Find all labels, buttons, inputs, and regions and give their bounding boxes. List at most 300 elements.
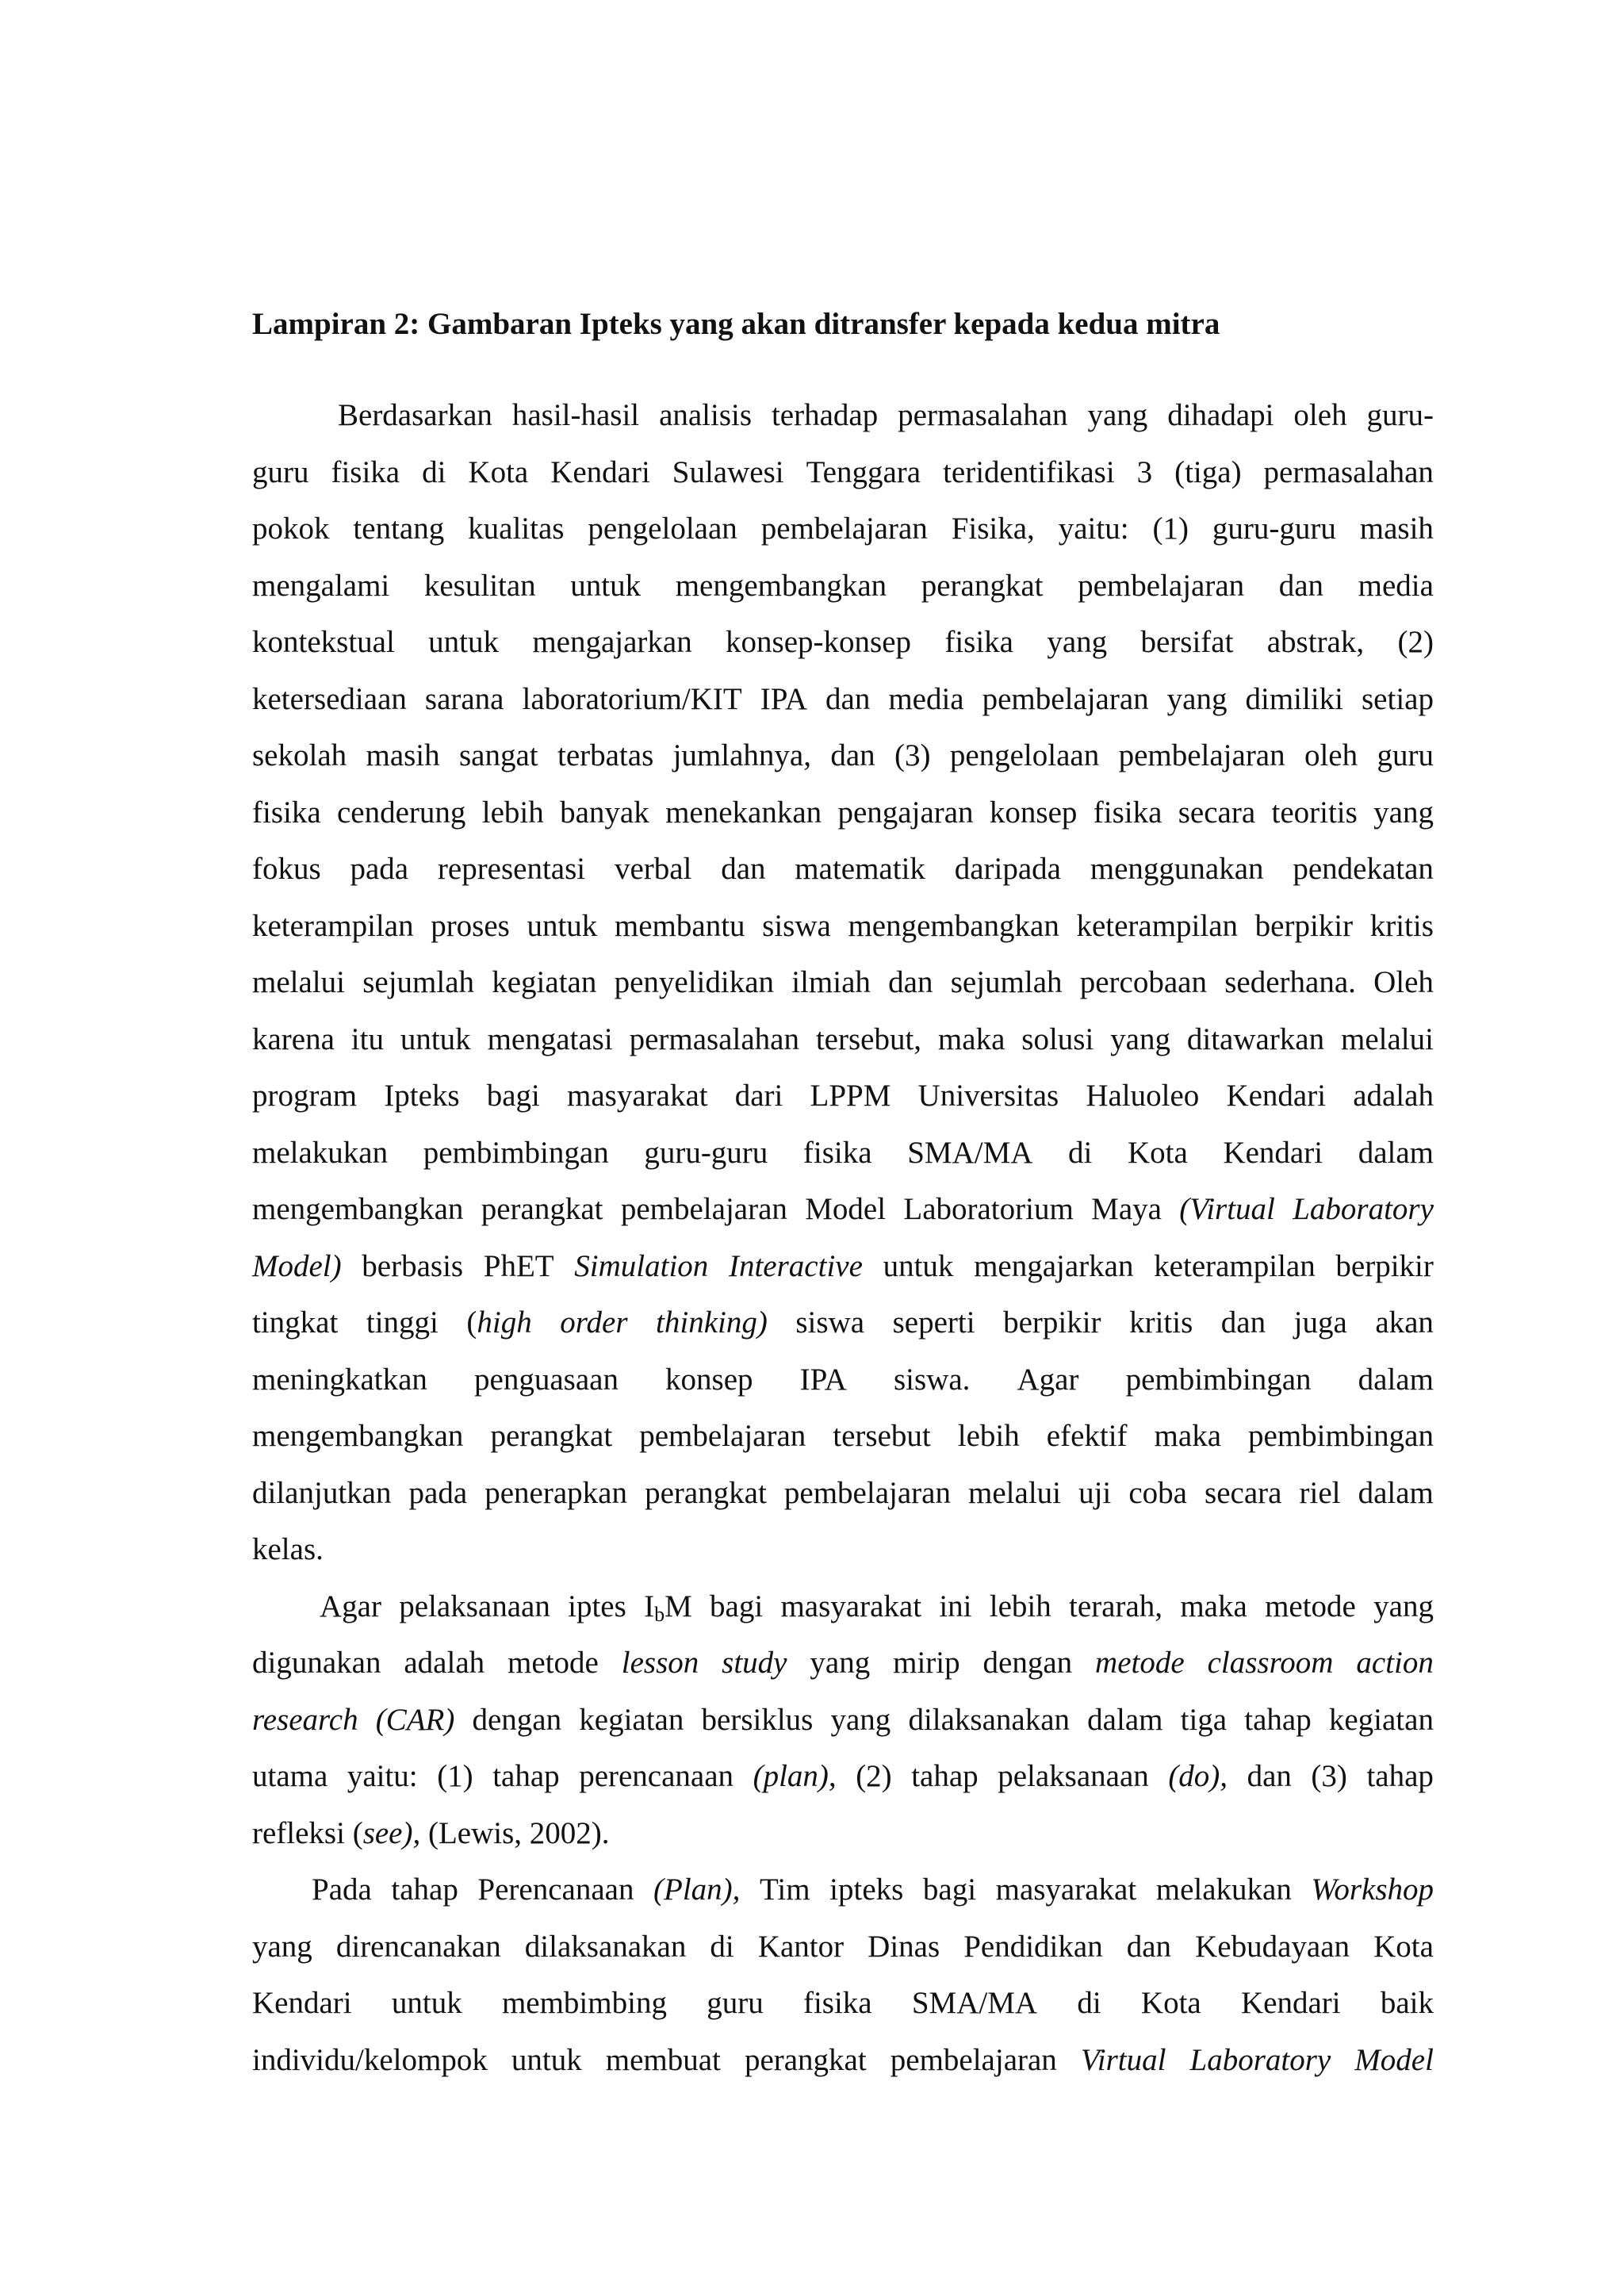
- word: Kendari: [1240, 1986, 1341, 2020]
- word: Simulation: [574, 1248, 709, 1283]
- word: kritis: [1369, 908, 1434, 943]
- word: perangkat: [744, 2042, 867, 2077]
- text-line: [252, 1408, 1434, 1465]
- word: bagi: [486, 1079, 540, 1113]
- word: Ipteks: [384, 1079, 460, 1113]
- word: (2): [856, 1759, 892, 1793]
- word: secara: [1178, 795, 1256, 830]
- word: yang: [1373, 1589, 1434, 1623]
- word: Kendari: [1223, 1135, 1323, 1170]
- word: abstrak,: [1266, 625, 1365, 659]
- word: iptes: [568, 1589, 626, 1623]
- word: individu/kelompok: [252, 2042, 488, 2077]
- word: verbal: [614, 852, 692, 886]
- text-line: [252, 1748, 1434, 1805]
- word: tentang: [353, 512, 445, 546]
- word: secara: [1205, 1475, 1282, 1510]
- word: Kota: [1140, 1986, 1201, 2020]
- word: oleh: [1293, 398, 1347, 432]
- word: yang: [1087, 398, 1148, 432]
- word: tahap: [1244, 1702, 1312, 1737]
- word: membimbing: [501, 1986, 667, 2020]
- word: itu: [350, 1022, 384, 1056]
- word: tersebut,: [815, 1022, 922, 1056]
- text-line: [252, 1692, 1434, 1749]
- word: teridentifikasi: [943, 454, 1115, 489]
- word: sekolah: [252, 738, 347, 772]
- text-line: [252, 1294, 1434, 1351]
- word: 3: [1136, 454, 1153, 489]
- word: ilmiah: [791, 965, 871, 999]
- paragraph: [252, 1861, 1434, 2088]
- word: metode: [508, 1646, 599, 1680]
- word: pembimbingan: [1125, 1362, 1312, 1397]
- word: tahap: [492, 1759, 560, 1793]
- word: yang: [830, 1702, 891, 1737]
- word: efektif: [1046, 1419, 1128, 1453]
- word: kontekstual: [252, 625, 395, 659]
- word: Model): [252, 1248, 342, 1283]
- word: lebih: [957, 1419, 1020, 1453]
- word: masyarakat: [567, 1079, 708, 1113]
- word: $I_bM$: [644, 1589, 692, 1626]
- word: siswa: [762, 908, 831, 943]
- text-line: [252, 841, 1434, 898]
- word: di: [1068, 1135, 1093, 1170]
- word: (CAR): [375, 1702, 455, 1737]
- word: dalam: [1358, 1475, 1434, 1510]
- text-run: (Lewis, 2002).: [420, 1815, 610, 1850]
- word: melalui: [252, 965, 345, 999]
- word: siswa: [795, 1305, 865, 1340]
- word: dan: [1220, 1305, 1266, 1340]
- word: masih: [366, 738, 440, 772]
- word: pembelajaran: [982, 681, 1149, 716]
- word: yaitu:: [347, 1759, 418, 1793]
- word: direncanakan: [335, 1929, 501, 1964]
- word: representasi: [437, 852, 586, 886]
- word: pembelajaran: [639, 1419, 806, 1453]
- word: juga: [1293, 1305, 1347, 1340]
- word: maka: [1154, 1419, 1222, 1453]
- word: melakukan: [252, 1135, 389, 1170]
- word: (high: [466, 1305, 532, 1340]
- word: yaitu:: [1058, 512, 1129, 546]
- word: pada: [350, 852, 409, 886]
- word: study: [722, 1646, 787, 1680]
- word: perencanaan: [579, 1759, 734, 1793]
- word: bersifat: [1140, 625, 1234, 659]
- word: kegiatan: [579, 1702, 684, 1737]
- paragraph: [252, 1578, 1434, 1862]
- word: mengembangkan: [252, 1192, 464, 1226]
- word: utama: [252, 1759, 328, 1793]
- word: dihadapi: [1167, 398, 1274, 432]
- document-body: [252, 387, 1434, 2088]
- word: fisika: [252, 795, 321, 830]
- word: terarah,: [1069, 1589, 1163, 1623]
- word: ditawarkan: [1186, 1022, 1325, 1056]
- word: uji: [1078, 1475, 1112, 1510]
- word: Kendari: [550, 454, 650, 489]
- word: (do),: [1168, 1759, 1228, 1793]
- word: guru: [707, 1986, 764, 2020]
- word: pembelajaran: [1118, 738, 1285, 772]
- word: Kendari: [252, 1986, 352, 2020]
- word: dan: [721, 852, 766, 886]
- word: coba: [1128, 1475, 1187, 1510]
- word: mengatasi: [487, 1022, 613, 1056]
- word: tahap: [911, 1759, 979, 1793]
- word: Tim: [759, 1872, 810, 1907]
- word: perangkat: [490, 1419, 613, 1453]
- word: teoritis: [1271, 795, 1358, 830]
- word: tahap: [391, 1872, 458, 1907]
- word: berpikir: [1003, 1305, 1101, 1340]
- word: guru: [1377, 738, 1434, 772]
- word: Laboratory: [1293, 1192, 1434, 1226]
- word: menekankan: [665, 795, 822, 830]
- word: bagi: [922, 1872, 977, 1907]
- word: fokus: [252, 852, 321, 886]
- text-line: [252, 444, 1434, 501]
- word: fisika: [331, 454, 400, 489]
- text-run: kelas.: [252, 1532, 324, 1566]
- word: metode: [1265, 1589, 1356, 1623]
- word: solusi: [1021, 1022, 1094, 1056]
- word: dimiliki: [1245, 681, 1343, 716]
- word: (3): [1311, 1759, 1347, 1793]
- word: pembelajaran: [1078, 568, 1245, 603]
- word: program: [252, 1079, 358, 1113]
- word: pembelajaran: [760, 512, 928, 546]
- text-line: [252, 1011, 1434, 1068]
- word: (tiga): [1174, 454, 1242, 489]
- word: maka: [937, 1022, 1005, 1056]
- word: keterampilan: [1076, 908, 1239, 943]
- word: pembelajaran: [620, 1192, 787, 1226]
- text-line: [252, 558, 1434, 615]
- text-line: [252, 1351, 1434, 1409]
- word: berbasis: [362, 1248, 464, 1283]
- text-line: [252, 1068, 1434, 1125]
- word: melalui: [968, 1475, 1061, 1510]
- word: tingkat: [252, 1305, 339, 1340]
- word: Kota: [468, 454, 529, 489]
- word: penyelidikan: [614, 965, 775, 999]
- word: Pada: [312, 1872, 372, 1907]
- text-line: [252, 898, 1434, 955]
- word: banyak: [560, 795, 649, 830]
- word: setiap: [1362, 681, 1434, 716]
- italic-text: see),: [362, 1815, 421, 1850]
- word: tinggi: [366, 1305, 439, 1340]
- word: seperti: [892, 1305, 975, 1340]
- word: maka: [1180, 1589, 1247, 1623]
- word: bersiklus: [701, 1702, 814, 1737]
- word: research: [252, 1702, 358, 1737]
- word: masih: [1359, 512, 1434, 546]
- word: masyarakat: [995, 1872, 1137, 1907]
- word: cenderung: [337, 795, 466, 830]
- word: action: [1356, 1646, 1434, 1680]
- text-line: [252, 1521, 1434, 1578]
- word: (3): [894, 738, 931, 772]
- word: fisika: [944, 625, 1013, 659]
- word: meningkatkan: [252, 1362, 427, 1397]
- word: (1): [437, 1759, 473, 1793]
- word: sarana: [424, 681, 504, 716]
- word: digunakan: [252, 1646, 381, 1680]
- word: berpikir: [1254, 908, 1354, 943]
- word: Virtual: [1080, 2042, 1166, 2077]
- text-line: [252, 2032, 1434, 2089]
- word: baik: [1380, 1986, 1434, 2020]
- word: di: [422, 454, 446, 489]
- word: untuk: [400, 1022, 471, 1056]
- word: untuk: [527, 908, 598, 943]
- word: sejumlah: [362, 965, 475, 999]
- word: Kota: [1128, 1135, 1188, 1170]
- word: media: [1358, 568, 1434, 603]
- word: pokok: [252, 512, 330, 546]
- word: menggunakan: [1090, 852, 1264, 886]
- word: bagi: [710, 1589, 764, 1623]
- word: mirip: [893, 1646, 960, 1680]
- word: adalah: [1353, 1079, 1434, 1113]
- word: IPA: [760, 681, 808, 716]
- word: lebih: [481, 795, 544, 830]
- word: di: [710, 1929, 734, 1964]
- word: dan: [888, 965, 933, 999]
- word: Agar: [320, 1589, 381, 1623]
- word: (Plan),: [653, 1872, 741, 1907]
- word: Oleh: [1373, 965, 1434, 999]
- word: thinking): [656, 1305, 768, 1340]
- word: permasalahan: [898, 398, 1068, 432]
- text-line: [252, 727, 1434, 784]
- word: pelaksanaan: [399, 1589, 550, 1623]
- word: dan: [825, 681, 871, 716]
- word: sangat: [459, 738, 538, 772]
- word: ini: [939, 1589, 972, 1623]
- word: yang: [1373, 795, 1434, 830]
- text-line: [252, 614, 1434, 671]
- word: konsep: [989, 795, 1078, 830]
- word: untuk: [391, 1986, 462, 2020]
- word: fisika: [802, 1986, 872, 2020]
- text-line: [252, 784, 1434, 841]
- word: pembelajaran: [783, 1475, 951, 1510]
- word: pengajaran: [837, 795, 974, 830]
- word: perangkat: [645, 1475, 767, 1510]
- word: jumlahnya,: [672, 738, 811, 772]
- word: (Virtual: [1179, 1192, 1275, 1226]
- word: yang: [1047, 625, 1108, 659]
- text-line: [252, 1805, 1434, 1862]
- word: permasalahan: [1263, 454, 1434, 489]
- word: (2): [1397, 625, 1434, 659]
- word: dan: [830, 738, 875, 772]
- word: (plan),: [753, 1759, 837, 1793]
- word: pembelajaran: [890, 2042, 1057, 2077]
- word: ipteks: [829, 1872, 904, 1907]
- word: keterampilan: [1154, 1248, 1316, 1283]
- word: pendekatan: [1293, 852, 1434, 886]
- word: Laboratory: [1189, 2042, 1331, 2077]
- word: Model: [805, 1192, 887, 1226]
- word: lebih: [989, 1589, 1051, 1623]
- word: mengembangkan: [848, 908, 1059, 943]
- word: melalui: [1341, 1022, 1434, 1056]
- word: berpikir: [1335, 1248, 1434, 1283]
- page-title: Lampiran 2: Gambaran Ipteks yang akan ditransfer kepada kedua mitra: [252, 307, 1220, 341]
- word: tiga: [1180, 1702, 1228, 1737]
- word: Maya: [1091, 1192, 1162, 1226]
- word: kegiatan: [1328, 1702, 1434, 1737]
- word: kesulitan: [423, 568, 536, 603]
- word: membuat: [605, 2042, 721, 2077]
- word: fisika: [802, 1135, 872, 1170]
- word: IPA: [799, 1362, 847, 1397]
- word: daripada: [954, 852, 1061, 886]
- word: penerapkan: [485, 1475, 627, 1510]
- text-line: [252, 1578, 1434, 1635]
- text-line: [252, 1635, 1434, 1692]
- word: sejumlah: [950, 965, 1063, 999]
- word: pembimbingan: [1248, 1419, 1434, 1453]
- word: Agar: [1017, 1362, 1079, 1397]
- word: dalam: [1358, 1135, 1434, 1170]
- word: penguasaan: [474, 1362, 619, 1397]
- word: SMA/MA: [907, 1135, 1033, 1170]
- text-line: [252, 954, 1434, 1011]
- word: pengelolaan: [949, 738, 1100, 772]
- word: Perencanaan: [477, 1872, 634, 1907]
- word: perangkat: [481, 1192, 603, 1226]
- text-line: [252, 1181, 1434, 1238]
- word: karena: [252, 1022, 335, 1056]
- word: mengembangkan: [252, 1419, 464, 1453]
- word: yang: [1110, 1022, 1170, 1056]
- word: PhET: [483, 1248, 554, 1283]
- word: mengembangkan: [675, 568, 887, 603]
- text-line: [252, 1918, 1434, 1976]
- word: Berdasarkan: [338, 398, 492, 432]
- word: fisika: [1093, 795, 1162, 830]
- text-line: [252, 1238, 1434, 1295]
- word: pelaksanaan: [998, 1759, 1149, 1793]
- word: dalam: [1358, 1362, 1434, 1397]
- word: akan: [1375, 1305, 1434, 1340]
- word: yang: [810, 1646, 871, 1680]
- word: siswa.: [894, 1362, 971, 1397]
- word: dengan: [982, 1646, 1073, 1680]
- word: keterampilan: [252, 908, 414, 943]
- word: riel: [1299, 1475, 1341, 1510]
- word: lesson: [621, 1646, 699, 1680]
- word: Workshop: [1311, 1872, 1434, 1907]
- word: Sulawesi: [672, 454, 784, 489]
- word: dan: [1278, 568, 1324, 603]
- word: mengajarkan: [532, 625, 692, 659]
- text-line: [252, 671, 1434, 728]
- word: di: [1077, 1986, 1101, 2020]
- word: Dinas: [868, 1929, 940, 1964]
- text-line: [252, 387, 1434, 444]
- word: pengelolaan: [588, 512, 737, 546]
- text-run: refleksi (: [252, 1815, 363, 1850]
- word: media: [888, 681, 964, 716]
- word: konsep-konsep: [726, 625, 912, 659]
- word: untuk: [570, 568, 642, 603]
- word: dalam: [1087, 1702, 1163, 1737]
- word: yang: [1166, 681, 1228, 716]
- word: proses: [431, 908, 510, 943]
- word: SMA/MA: [911, 1986, 1038, 2020]
- word: kegiatan: [492, 965, 597, 999]
- word: guru: [252, 454, 309, 489]
- word: Kendari: [1226, 1079, 1327, 1113]
- word: dari: [734, 1079, 783, 1113]
- word: laboratorium/KIT: [522, 681, 742, 716]
- word: classroom: [1207, 1646, 1334, 1680]
- word: terbatas: [557, 738, 654, 772]
- word: guru-guru: [644, 1135, 768, 1170]
- text-line: [252, 1465, 1434, 1522]
- word: dengan: [472, 1702, 562, 1737]
- word: untuk: [428, 625, 499, 659]
- word: Tenggara: [806, 454, 921, 489]
- text-line: [252, 1861, 1434, 1918]
- word: hasil-hasil: [511, 398, 640, 432]
- text-line: [252, 1975, 1434, 2032]
- word: order: [560, 1305, 628, 1340]
- word: mengajarkan: [974, 1248, 1134, 1283]
- word: pada: [408, 1475, 468, 1510]
- word: dilanjutkan: [252, 1475, 392, 1510]
- word: Kebudayaan: [1195, 1929, 1350, 1964]
- word: mengalami: [252, 568, 390, 603]
- word: Haluoleo: [1086, 1079, 1200, 1113]
- word: LPPM: [810, 1079, 891, 1113]
- text-line: [252, 500, 1434, 558]
- word: matematik: [795, 852, 925, 886]
- word: adalah: [404, 1646, 485, 1680]
- word: guru-: [1366, 398, 1434, 432]
- text-line: [252, 1125, 1434, 1182]
- word: oleh: [1304, 738, 1358, 772]
- word: dilaksanakan: [524, 1929, 687, 1964]
- word: ketersediaan: [252, 681, 407, 716]
- word: Kantor: [757, 1929, 845, 1964]
- word: dilaksanakan: [908, 1702, 1071, 1737]
- word: terhadap: [771, 398, 879, 432]
- word: guru-guru: [1212, 512, 1336, 546]
- word: pembimbingan: [423, 1135, 609, 1170]
- word: dan: [1247, 1759, 1292, 1793]
- word: Model: [1354, 2042, 1434, 2077]
- word: percobaan: [1079, 965, 1207, 999]
- word: Pendidikan: [963, 1929, 1103, 1964]
- word: analisis: [659, 398, 753, 432]
- word: Fisika,: [951, 512, 1035, 546]
- word: tahap: [1366, 1759, 1434, 1793]
- word: konsep: [665, 1362, 753, 1397]
- word: Laboratorium: [903, 1192, 1074, 1226]
- word: melakukan: [1155, 1872, 1292, 1907]
- word: perangkat: [921, 568, 1044, 603]
